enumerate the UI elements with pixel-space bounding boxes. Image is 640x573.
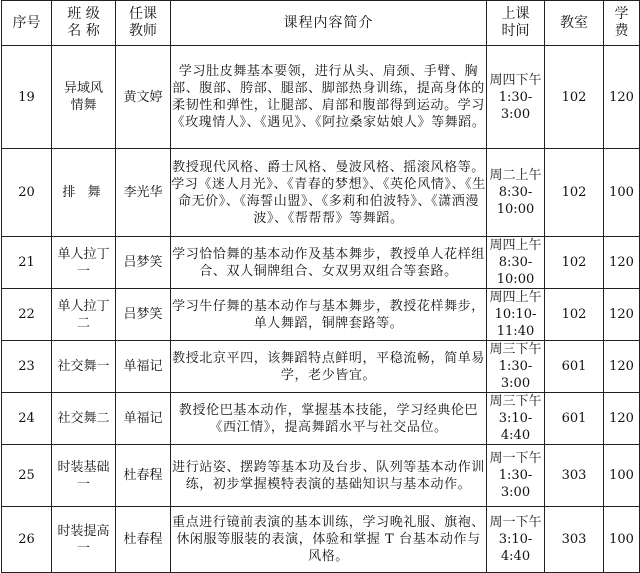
teacher-name: 吕梦笑: [116, 237, 171, 289]
class-time: [487, 445, 545, 507]
header-fee: [604, 1, 640, 46]
course-description: 教授现代风格、爵士风格、曼波风格、摇滚风格等。学习《迷人月光》、《青春的梦想》、《英伦风情》、《生命无价》、《海誓山盟》、《多莉和伯波特》、《潇洒漫波》、《帮帮帮》等舞蹈。: [171, 149, 487, 237]
header-time-line1: 上课: [501, 6, 530, 22]
class-time: [487, 393, 545, 445]
row-no: 25: [2, 445, 52, 507]
teacher-name: 黄文婷: [116, 46, 171, 149]
teacher-name: 杜春程: [116, 507, 171, 573]
class-time: [487, 341, 545, 393]
header-no: 序号: [2, 1, 52, 46]
class-time-hours: 8:30-10:00: [496, 185, 535, 217]
class-time-day: 周四上午: [489, 238, 542, 253]
classroom: 601: [545, 393, 604, 445]
course-description: 教授北京平四，该舞蹈特点鲜明，平稳流畅，简单易学，老少皆宜。: [171, 341, 487, 393]
class-name: [52, 149, 116, 237]
class-name-line1: 排 舞: [62, 185, 105, 200]
class-time-hours: 10:10-11:40: [494, 307, 537, 339]
class-name-line1: 单人拉丁: [57, 246, 110, 262]
header-content: 课程内容简介: [171, 1, 487, 46]
classroom: 102: [545, 46, 604, 149]
class-time-hours: 1:30-3:00: [498, 468, 533, 500]
class-name: [52, 507, 116, 573]
class-name-line2: 二: [76, 315, 90, 331]
header-time-line2: 时间: [501, 23, 530, 39]
classroom: 102: [545, 149, 604, 237]
classroom: 303: [545, 507, 604, 573]
header-class-name: [52, 1, 116, 46]
class-time: [487, 289, 545, 341]
tuition-fee: 120: [604, 393, 640, 445]
class-time-day: 周三下午: [489, 342, 542, 357]
class-name-line1: 社交舞一: [57, 359, 110, 374]
table-row: [2, 149, 640, 237]
class-name: [52, 393, 116, 445]
teacher-name: 李光华: [116, 149, 171, 237]
class-time-day: 周二上午: [489, 168, 542, 183]
row-no: 19: [2, 46, 52, 149]
tuition-fee: 100: [604, 149, 640, 237]
classroom: 102: [545, 289, 604, 341]
class-time-hours: 3:10-4:40: [498, 532, 533, 564]
header-class-name-line1: 班 级: [67, 6, 100, 22]
header-fee-line1: 学: [614, 6, 629, 22]
table-row: [2, 237, 640, 289]
class-time-day: 周四下午: [489, 72, 542, 88]
table-row: [2, 393, 640, 445]
class-time-hours: 1:30-3:00: [498, 359, 533, 391]
class-name-line1: 社交舞二: [57, 411, 110, 426]
class-name-line2: 一: [76, 476, 90, 492]
class-name: [52, 445, 116, 507]
class-name-line1: 时装提高: [57, 523, 110, 539]
header-teacher-line2: 教师: [129, 23, 157, 39]
teacher-name: 单福记: [116, 393, 171, 445]
class-time: [487, 149, 545, 237]
class-name-line2: 一: [76, 540, 90, 556]
header-row: [2, 1, 640, 46]
header-class-name-line2: 名 称: [67, 23, 100, 39]
class-time-day: 周一下午: [489, 515, 542, 530]
row-no: 23: [2, 341, 52, 393]
teacher-name: 单福记: [116, 341, 171, 393]
course-description: 学习牛仔舞的基本动作与基本舞步，教授花样舞步，单人舞蹈，铜牌套路等。: [171, 289, 487, 341]
course-description: 学习恰恰舞的基本动作及基本舞步，教授单人花样组合、双人铜牌组合、女双男双组合等套路。: [171, 237, 487, 289]
classroom: 102: [545, 237, 604, 289]
row-no: 24: [2, 393, 52, 445]
classroom: 303: [545, 445, 604, 507]
class-time-hours: 1:30-3:00: [498, 89, 533, 122]
class-time-day: 周三下午: [489, 394, 542, 409]
teacher-name: 吕梦笑: [116, 289, 171, 341]
header-teacher-line1: 任课: [129, 6, 157, 22]
table-row: [2, 46, 640, 149]
class-time: [487, 507, 545, 573]
table-row: [2, 289, 640, 341]
tuition-fee: 120: [604, 289, 640, 341]
table-row: [2, 341, 640, 393]
header-fee-line2: 费: [614, 23, 629, 39]
tuition-fee: 120: [604, 341, 640, 393]
tuition-fee: 120: [604, 237, 640, 289]
class-name-line2: 情舞: [70, 98, 97, 113]
teacher-name: 杜春程: [116, 445, 171, 507]
row-no: 22: [2, 289, 52, 341]
class-time: [487, 237, 545, 289]
class-name-line1: 异域风: [63, 81, 103, 96]
header-time: [487, 1, 545, 46]
class-time-hours: 3:10-4:40: [498, 411, 533, 443]
tuition-fee: 100: [604, 507, 640, 573]
class-name: [52, 341, 116, 393]
header-room: 教室: [545, 1, 604, 46]
table-row: [2, 507, 640, 573]
class-time-day: 周一下午: [489, 451, 542, 466]
tuition-fee: 100: [604, 445, 640, 507]
course-description: 学习肚皮舞基本要领，进行从头、肩颈、手臂、胸部、腹部、胯部、腿部、脚部热身训练，提高身体的柔韧性和弹性，让腿部、肩部和腹部得到运动。学习《玫瑰情人》、《遇见》、《阿拉桑家姑娘人》等舞蹈。: [171, 46, 487, 149]
classroom: 601: [545, 341, 604, 393]
course-description: 重点进行镜前表演的基本训练，学习晚礼服、旗袍、休闲服等服装的表演，体验和掌握 T 台基本动作与风格。: [171, 507, 487, 573]
course-description: 进行站姿、摆跨等基本功及台步、队列等基本动作训练，初步掌握模特表演的基础知识与基本动作。: [171, 445, 487, 507]
course-table: [1, 0, 640, 573]
class-name: [52, 46, 116, 149]
table-row: [2, 445, 640, 507]
class-time-hours: 8:30-10:00: [496, 255, 535, 287]
class-name: [52, 237, 116, 289]
class-time-day: 周四上午: [489, 290, 542, 305]
header-teacher: [116, 1, 171, 46]
row-no: 20: [2, 149, 52, 237]
row-no: 26: [2, 507, 52, 573]
class-name-line1: 单人拉丁: [57, 298, 110, 314]
class-name-line2: 一: [76, 263, 90, 279]
class-name-line1: 时装基础: [57, 459, 110, 475]
course-description: 教授伦巴基本动作，掌握基本技能，学习经典伦巴《西江情》，提高舞蹈水平与社交品位。: [171, 393, 487, 445]
tuition-fee: 120: [604, 46, 640, 149]
class-name: [52, 289, 116, 341]
class-time: [487, 46, 545, 149]
row-no: 21: [2, 237, 52, 289]
